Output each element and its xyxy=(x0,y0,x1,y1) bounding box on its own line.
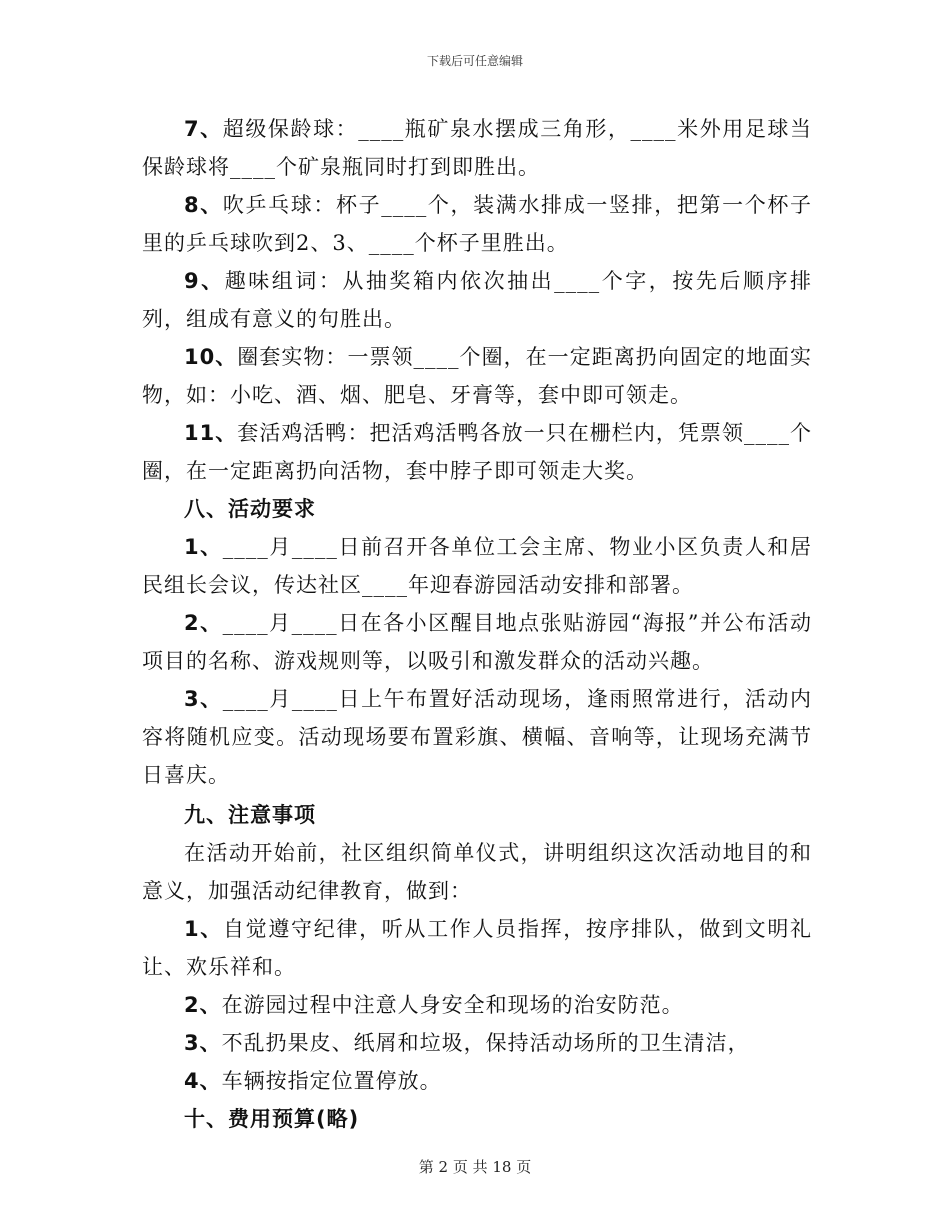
item-number: 2、 xyxy=(184,993,222,1017)
item-text: 车辆按指定位置停放。 xyxy=(221,1069,442,1093)
list-item xyxy=(142,1062,812,1100)
list-item xyxy=(142,338,812,414)
item-number: 10、 xyxy=(184,345,238,369)
item-text: 套活鸡活鸭：把活鸡活鸭各放一只在栅栏内，凭票领____个圈，在一定距离扔向活物，套中脖子即可领走大奖。 xyxy=(142,421,813,483)
item-number: 2、 xyxy=(184,611,223,635)
page-header: 下载后可任意编辑 xyxy=(426,54,523,68)
item-text: 超级保龄球：____瓶矿泉水摆成三角形，____米外用足球当保龄球将____个矿泉瓶同时打到即胜出。 xyxy=(142,117,812,179)
list-item xyxy=(142,186,812,262)
item-text: 趣味组词：从抽奖箱内依次抽出____个字，按先后顺序排列，组成有意义的句胜出。 xyxy=(142,269,812,331)
item-number: 4、 xyxy=(184,1069,222,1093)
item-number: 1、 xyxy=(184,535,223,559)
item-number: 11、 xyxy=(184,421,238,445)
item-number: 1、 xyxy=(184,917,223,941)
item-text: ____月____日前召开各单位工会主席、物业小区负责人和居民组长会议，传达社区____年迎春游园活动安排和部署。 xyxy=(142,535,812,597)
item-number: 7、 xyxy=(184,117,223,141)
page-footer: 第 2 页 共 18 页 xyxy=(418,1158,532,1176)
section-heading-notes: 九、注意事项 xyxy=(184,803,316,827)
document-body xyxy=(142,110,812,1138)
item-number: 9、 xyxy=(184,269,225,293)
list-item xyxy=(142,1024,812,1062)
item-text: 自觉遵守纪律，听从工作人员指挥，按序排队，做到文明礼让、欢乐祥和。 xyxy=(142,917,812,979)
list-item xyxy=(142,414,812,490)
item-text: 在游园过程中注意人身安全和现场的治安防范。 xyxy=(221,993,684,1017)
item-number: 8、 xyxy=(184,193,223,217)
section-intro: 在活动开始前，社区组织简单仪式，讲明组织这次活动地目的和意义，加强活动纪律教育，做到： xyxy=(142,841,812,903)
list-item xyxy=(142,604,812,680)
item-number: 3、 xyxy=(184,687,223,711)
section-heading-activity-requirements: 八、活动要求 xyxy=(184,497,316,521)
list-item xyxy=(142,910,812,986)
list-item xyxy=(142,528,812,604)
section-heading-budget: 十、费用预算(略) xyxy=(184,1107,360,1131)
list-item xyxy=(142,262,812,338)
item-number: 3、 xyxy=(184,1031,222,1055)
item-text: 圈套实物：一票领____个圈，在一定距离扔向固定的地面实物，如：小吃、酒、烟、肥皂、牙膏等，套中即可领走。 xyxy=(142,345,813,407)
list-item xyxy=(142,986,812,1024)
list-item xyxy=(142,110,812,186)
item-text: 不乱扔果皮、纸屑和垃圾，保持活动场所的卫生清洁， xyxy=(221,1031,750,1055)
item-text: 吹乒乓球：杯子____个，装满水排成一竖排，把第一个杯子里的乒乓球吹到2、3、____个杯子里胜出。 xyxy=(142,193,812,255)
list-item xyxy=(142,680,812,794)
item-text: ____月____日在各小区醒目地点张贴游园“海报”并公布活动项目的名称、游戏规则等，以吸引和激发群众的活动兴趣。 xyxy=(142,611,812,673)
item-text: ____月____日上午布置好活动现场，逢雨照常进行，活动内容将随机应变。活动现场要布置彩旗、横幅、音响等，让现场充满节日喜庆。 xyxy=(142,687,812,787)
